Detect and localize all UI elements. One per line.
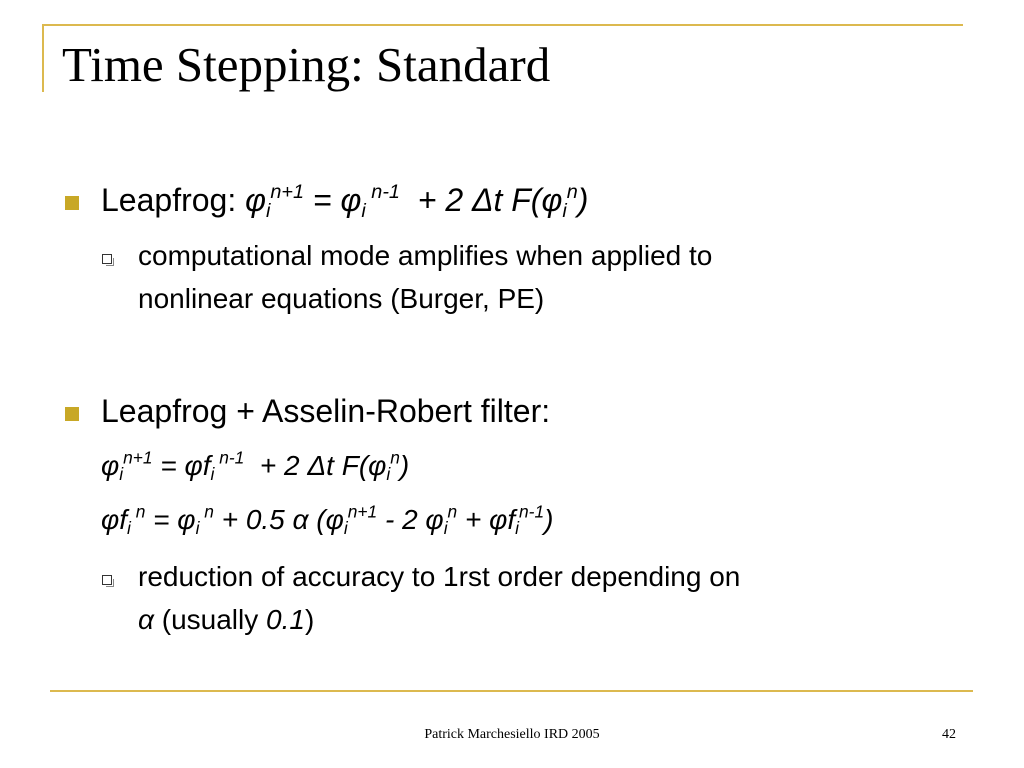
footer-author: Patrick Marchesiello IRD 2005 [424, 727, 600, 742]
sub-bullet-reduction-accuracy: reduction of accuracy to 1rst order depending on [138, 561, 741, 592]
asselin-equation-2: $\varphi f_i$ $^n = \varphi_i$ $^n$ + 0.5 α ($\varphi_i^{n+1} - 2$ $\varphi_i^n + \varphi f_i^{n-1}$) [101, 501, 554, 539]
frame-top-rule [42, 24, 963, 26]
bullet-asselin-robert: Leapfrog + Asselin-Robert filter: [101, 393, 551, 429]
bullet-square-icon [65, 196, 79, 210]
asselin-equation-1: $\varphi_i^{n+1} = \varphi f_i$ $^{n-1}$ + 2 Δt $F(\varphi_i^n)$ [101, 447, 410, 485]
sub-bullet-icon [102, 254, 112, 264]
sub-bullet-reduction-accuracy-cont: α (usually 0.1) [138, 604, 315, 635]
leapfrog-equation: $\varphi_i^{n+1} = \varphi_i$ $^{n-1}$ + 2 Δt $F(\varphi_i^n)$ [245, 181, 589, 222]
page-number: 42 [942, 727, 956, 742]
footer-rule [50, 690, 973, 692]
sub-bullet-computational-mode: computational mode amplifies when applied to [138, 240, 713, 271]
slide-title: Time Stepping: Standard [62, 37, 551, 92]
bullet-leapfrog [101, 181, 589, 222]
bullet-square-icon [65, 407, 79, 421]
sub-bullet-icon [102, 575, 112, 585]
sub-bullet-computational-mode-cont: nonlinear equations (Burger, PE) [138, 283, 545, 314]
frame-left-rule [42, 24, 44, 92]
leapfrog-label: Leapfrog: [101, 182, 237, 218]
